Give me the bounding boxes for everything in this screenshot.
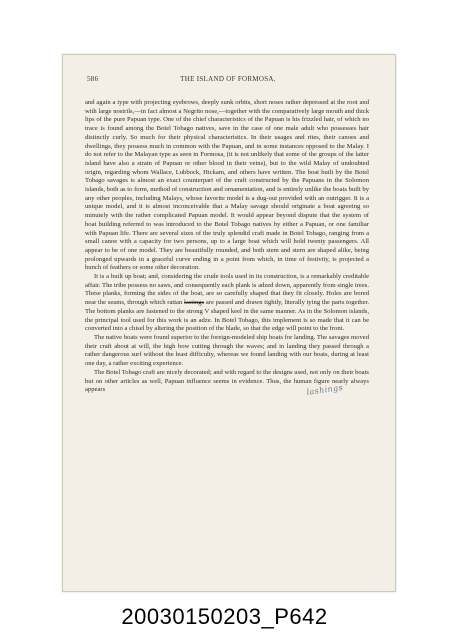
page-body (85, 99, 369, 395)
paragraph-2-text-a: It is a built up boat; and, considering the crude tools used in its construction, is a remarkably creditable affair. The tribe possess no saws, and consequently each plank is adzed down, apparently from single trees. These planks, forming the sides of the boat, are so carefully shaped that they fit closely. Holes are bored near the seams, through which rattan (85, 273, 369, 307)
paragraph-3: The native boats were found superior to the foreign-modeled ship boats for landing. The savages moved their craft about at will, the high bow cutting through the waves; and in landing they passed through a rather dangerous surf without the least difficulty, whereas we found landing with our boats, during at least one day, a rather exciting experience. (85, 333, 369, 368)
running-title: THE ISLAND OF FORMOSA. (180, 75, 276, 83)
scanned-page (62, 54, 396, 592)
page-number: 586 (87, 75, 99, 83)
page-header (87, 75, 369, 87)
paragraph-2 (85, 273, 369, 334)
document-id-label: 20030150203_P642 (121, 604, 328, 629)
handwritten-margin-note: lashings (306, 382, 344, 397)
paragraph-4: The Botel Tobago craft are nicely decorated; and with regard to the designs used, not only on their boats but on other articles as well, Papuan influence seems in evidence. Thus, the human figure nearly always appears (85, 368, 369, 394)
paragraph-2-text-b: are passed and drawn tightly, literally tying the parts together. The bottom planks are fastened to the strong V shaped keel in the same manner. As in the Solomon islands, the principal tool used for this work is an adze. In Botel Tobago, this implement is so made that it can be converted into a chisel by altering the position of the blade, so that the edge will point to the front. (85, 299, 369, 333)
paragraph-1: and again a type with projecting eyebrows, deeply sunk orbits, short noses rather depressed at the root and with large nostrils,—in fact almost a Negrito nose,—together with the comparatively large mouth and thick lips of the pure Papuan type. One of the chief characteristics of the Papuan is his frizzled hair, of which no trace is found among the Botel Tobago natives, save in the case of one male adult who possesses hair distinctly curly. So much for their physical characteristics. In their usages and rites, their canoes and dwellings, they possess much in common with the Papuan, and in some instances opposed to the Malay. I do not refer to the Malayan type as seen in Formosa, (it is not unlikely that some of the groups of the latter island have also a strain of Papuan or other blood in their veins), but to the wild Malay of undoubted origin, regarding whom Wallace, Lubbock, Hickam, and others have written. The boat built by the Botel Tobago savages is almost an exact counterpart of the craft constructed by the Papuans in the Solomon islands, both as to form, method of construction and ornamentation, and is entirely unlike the boats built by any other peoples, including Malays, whose favorite model is a dug-out provided with an outrigger. It is a unique model, and it is almost inconceivable that a Malay savage should originate a boat agreeing so minutely with the rather complicated Papuan model. It would appear beyond dispute that the system of boat building referred to was introduced to the Botel Tobago natives by either a Papuan, or one familiar with Papuan life. There are several sizes of the truly splendid craft made in Botel Tobago, ranging from a small canoe with a capacity for two persons, up to a large boat which will hold twenty passengers. All appear to be of one model. They are beautifully rounded, and both stem and stern are shaped alike, being prolonged upwards in a graceful curve ending in a point from which, in time of festivity, is projected a bunch of feathers or some other decoration. (85, 99, 369, 272)
struck-word: lastings (183, 299, 205, 307)
